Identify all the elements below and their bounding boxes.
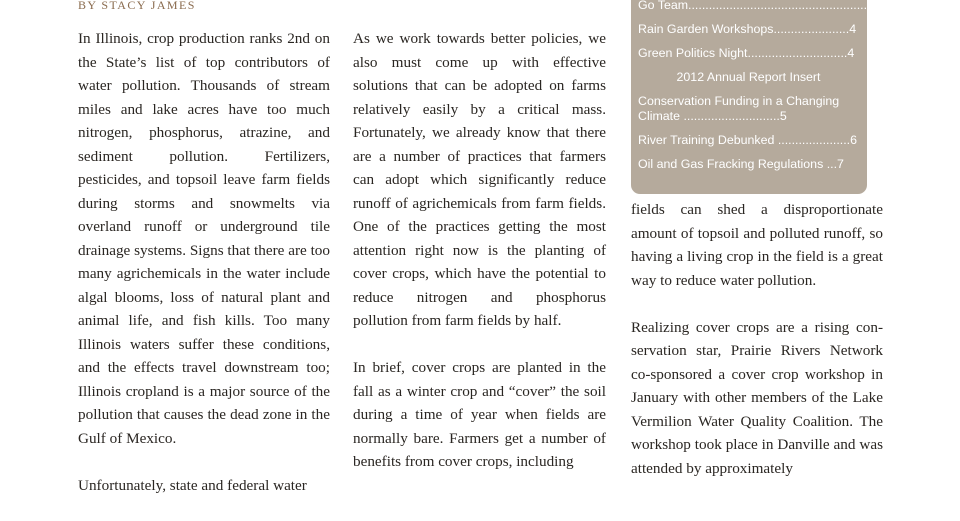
toc-item[interactable] — [638, 157, 859, 172]
article-column-3 — [631, 198, 883, 504]
toc-page-number: 6 — [850, 133, 858, 147]
byline: BY STACY JAMES — [78, 0, 196, 12]
toc-leader: ..................... — [774, 133, 851, 147]
toc-item-title: Rain Garden Workshops — [638, 22, 774, 36]
toc-page-number: 7 — [837, 157, 844, 171]
article-column-2 — [353, 27, 606, 497]
paragraph: In brief, cover crops are planted in the fall as a winter crop and “cover” the soil during a time of year when fields are normally bare. Farmers get a number of benefits from cover crops, including — [353, 359, 606, 470]
toc-leader: ..................................................... — [688, 0, 871, 12]
toc-page-number: 3 — [870, 0, 878, 12]
toc-item[interactable] — [638, 94, 859, 124]
toc-page-number: 4 — [847, 46, 855, 60]
toc-item-title: River Training Debunked — [638, 133, 775, 147]
table-of-contents — [631, 0, 878, 194]
toc-leader: ... — [823, 157, 838, 171]
toc-item[interactable] — [638, 0, 878, 13]
article-column-1 — [78, 27, 330, 521]
toc-item-title: Conservation Funding in a Changing Climate — [638, 94, 840, 123]
toc-leader: ............................ — [680, 109, 780, 123]
paragraph: fields can shed a disproportionate amount of topsoil and polluted runoff, so having a living crop in the field is a great way to reduce water pollution. — [631, 201, 883, 289]
toc-section-heading: 2012 Annual Report Insert — [676, 70, 821, 84]
toc-item[interactable] — [638, 46, 859, 61]
paragraph: Realizing cover crops are a rising conservation star, Prairie Rivers Network co-sponsored a cover crop workshop in January with other members of the Lake Vermilion Water Quality Coalition. The workshop took place in Danville and was attended by approximately — [631, 318, 883, 477]
toc-item-title: Go Team — [638, 0, 689, 12]
toc-item[interactable] — [638, 22, 859, 37]
toc-page-number: 4 — [849, 22, 857, 36]
paragraph: In Illinois, crop production ranks 2nd on the State’s list of top contributors of water pollution. Thousands of stream miles and lake acres have too much nitrogen, phosphorus, atrazine, and sediment pollution. Fertilizers, pesticides, and topsoil leave farm fields during storms and snowmelts via overland runoff or underground tile drainage systems. Signs that there are too many agrichemicals in the water include algal blooms, loss of natural plant and animal life, and fish kills. Too many Illinois waters suffer these conditions, and the effects travel downstream too; Illinois cropland is a major source of the pollution that causes the dead zone in the Gulf of Mexico. — [78, 30, 330, 447]
toc-leader: ...................... — [773, 22, 850, 36]
toc-item-title: Green Politics Night — [638, 46, 748, 60]
toc-item[interactable] — [638, 133, 859, 148]
toc-page-number: 5 — [779, 109, 787, 123]
paragraph: As we work towards better policies, we also must come up with effective solutions that can be adopted on farms relatively easily by a critical mass. Fortunately, we already know that there are a number of practices that farmers can adopt which significantly reduce runoff of agrichemicals from farm fields. One of the practices getting the most attention right now is the planting of cover crops, which have the potential to reduce nitrogen and phosphorus pollution from farm fields by half. — [353, 30, 606, 329]
toc-item-title: Oil and Gas Fracking Regulations — [638, 157, 824, 171]
toc-leader: ............................. — [747, 46, 848, 60]
paragraph: Unfortunately, state and federal water — [78, 476, 307, 494]
